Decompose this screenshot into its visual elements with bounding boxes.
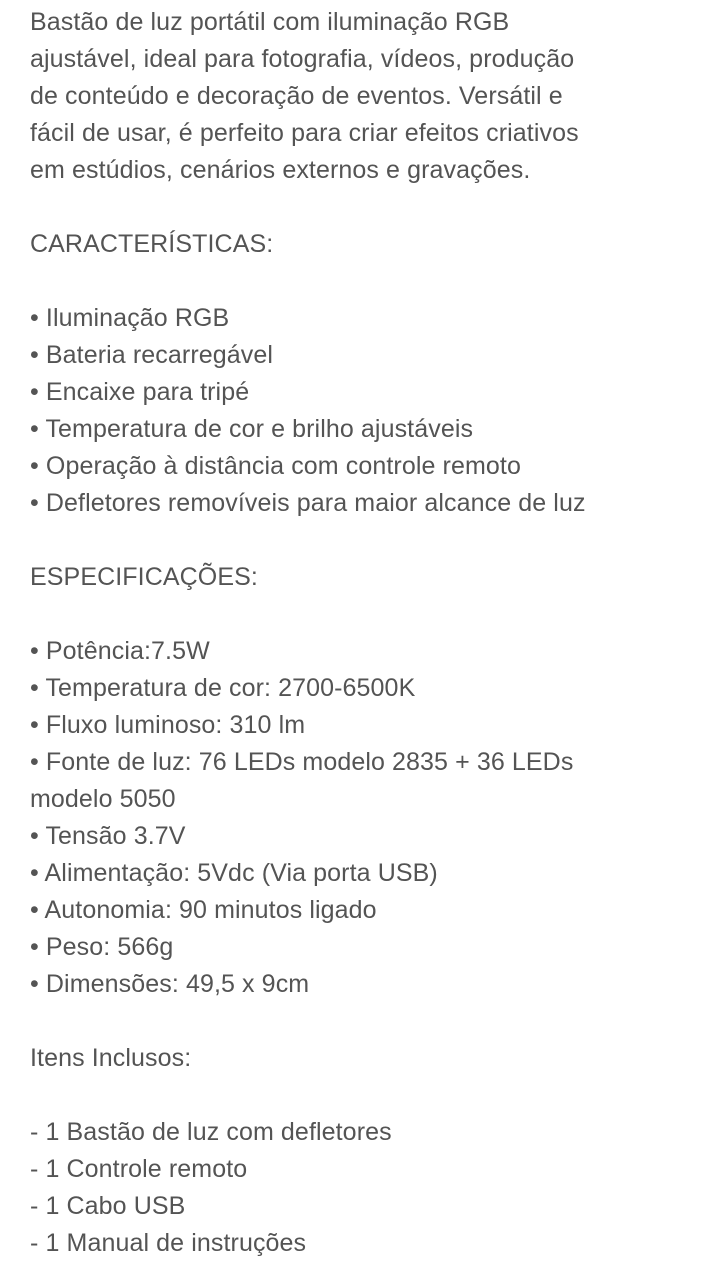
description-line: em estúdios, cenários externos e gravações. xyxy=(30,156,531,184)
included-list xyxy=(30,1114,690,1262)
list-item: • Operação à distância com controle remoto xyxy=(30,452,521,480)
list-item: • Defletores removíveis para maior alcance de luz xyxy=(30,489,586,517)
list-item: • Potência:7.5W xyxy=(30,637,210,665)
list-item: • Encaixe para tripé xyxy=(30,378,250,406)
list-item: - 1 Manual de instruções xyxy=(30,1229,307,1257)
spacer xyxy=(30,1077,690,1114)
list-item: - 1 Cabo USB xyxy=(30,1192,186,1220)
spacer xyxy=(30,263,690,300)
list-item: • Bateria recarregável xyxy=(30,341,274,369)
list-item: - 1 Controle remoto xyxy=(30,1155,248,1183)
description-line: fácil de usar, é perfeito para criar efeitos criativos xyxy=(30,119,579,147)
list-item: • Tensão 3.7V xyxy=(30,822,186,850)
list-item: • Iluminação RGB xyxy=(30,304,230,332)
features-list xyxy=(30,300,690,522)
spacer xyxy=(30,1003,690,1040)
list-item: • Dimensões: 49,5 x 9cm xyxy=(30,970,310,998)
list-item-continuation: modelo 5050 xyxy=(30,785,176,813)
specs-heading: ESPECIFICAÇÕES: xyxy=(30,563,258,591)
list-item: - 1 Bastão de luz com defletores xyxy=(30,1118,392,1146)
list-item: • Autonomia: 90 minutos ligado xyxy=(30,896,377,924)
description-line: ajustável, ideal para fotografia, vídeos, produção xyxy=(30,45,575,73)
description-line: Bastão de luz portátil com iluminação RGB xyxy=(30,8,510,36)
included-heading: Itens Inclusos: xyxy=(30,1044,192,1072)
product-description xyxy=(30,4,690,189)
list-item: • Alimentação: 5Vdc (Via porta USB) xyxy=(30,859,438,887)
spacer xyxy=(30,596,690,633)
list-item: • Peso: 566g xyxy=(30,933,174,961)
spacer xyxy=(30,522,690,559)
list-item: • Fonte de luz: 76 LEDs modelo 2835 + 36 LEDs xyxy=(30,748,574,776)
product-description-page xyxy=(30,4,690,1262)
features-heading: CARACTERÍSTICAS: xyxy=(30,230,274,258)
list-item: • Temperatura de cor e brilho ajustáveis xyxy=(30,415,474,443)
description-line: de conteúdo e decoração de eventos. Versátil e xyxy=(30,82,563,110)
spacer xyxy=(30,189,690,226)
specs-list xyxy=(30,633,690,1003)
list-item: • Temperatura de cor: 2700-6500K xyxy=(30,674,416,702)
list-item: • Fluxo luminoso: 310 lm xyxy=(30,711,306,739)
